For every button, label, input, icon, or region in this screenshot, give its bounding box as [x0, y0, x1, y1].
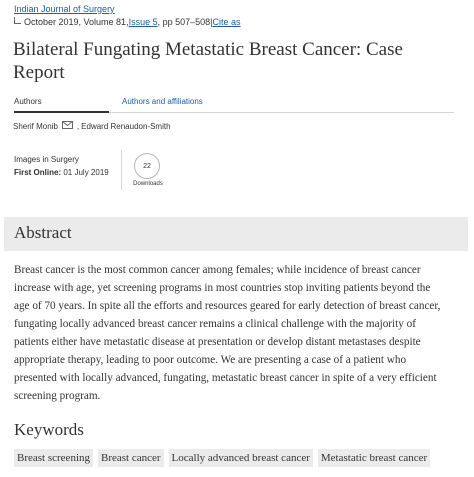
abstract-line: presented with locally advanced, fungating, metastatic breast cancer in spite of a very efficient — [14, 372, 437, 384]
abstract-line: screening program. — [14, 390, 101, 402]
page-title: Bilateral Fungating Metastatic Breast Cancer: Case Report — [13, 39, 403, 83]
cite-as-link[interactable]: Cite as — [212, 17, 241, 27]
author-name[interactable]: Edward Renaudon-Smith — [81, 121, 171, 131]
author-separator: , — [76, 121, 80, 131]
abstract-line: age of 70 years. In spite all the efforts and resources geared for early detection of breast cancer, — [14, 300, 441, 312]
abstract-line: patients either have metastatic disease at presentation or develop distant metastases despite — [14, 336, 421, 348]
issue-link[interactable]: Issue 5 — [128, 17, 158, 27]
corner-arrow-icon — [14, 17, 21, 24]
abstract-line: increase with age, yet screening programs in most countries stop inviting patients beyond the — [14, 282, 431, 294]
abstract-line: appropriate therapy, leading to poor outcome. We are presenting a case of a patient who — [14, 354, 407, 366]
abstract-line: Breast cancer is the most common cancer among females; while incidence of breast cancer — [14, 264, 421, 276]
abstract-line: fungating locally advanced breast cancer remains a clinical challenge with the majority of — [14, 318, 416, 330]
divider — [121, 150, 122, 190]
author-tabs — [14, 96, 454, 113]
abstract-text — [14, 261, 464, 405]
abstract-heading: Abstract — [14, 223, 72, 242]
author-list — [13, 121, 171, 131]
tab-authors[interactable]: Authors — [14, 97, 42, 106]
tab-authors-and-affiliations[interactable]: Authors and affiliations — [122, 97, 203, 106]
first-online-label: First Online: — [14, 168, 62, 177]
downloads-label: Downloads — [133, 181, 163, 187]
first-online-date: 01 July 2019 — [61, 168, 109, 177]
keyword-tag[interactable]: Locally advanced breast cancer — [169, 449, 313, 467]
meta-separator: | — [210, 17, 213, 27]
keyword-tag[interactable]: Metastatic breast cancer — [318, 449, 430, 467]
keywords-heading: Keywords — [14, 420, 84, 439]
first-online — [14, 168, 109, 177]
keyword-list — [14, 449, 430, 467]
keyword-tag[interactable]: Breast screening — [14, 449, 93, 467]
journal-link[interactable]: Indian Journal of Surgery — [14, 4, 115, 14]
keyword-tag[interactable]: Breast cancer — [98, 449, 164, 467]
author-name[interactable]: Sherif Monib — [13, 121, 58, 131]
date-volume: October 2019, Volume 81, — [24, 17, 129, 27]
abstract-header-bar — [4, 217, 468, 251]
envelope-icon[interactable] — [62, 121, 73, 131]
downloads-count: 22 — [134, 153, 160, 179]
citation-meta — [14, 17, 241, 27]
pages: , pp 507–508 — [157, 17, 211, 27]
article-section: Images in Surgery — [14, 155, 79, 164]
